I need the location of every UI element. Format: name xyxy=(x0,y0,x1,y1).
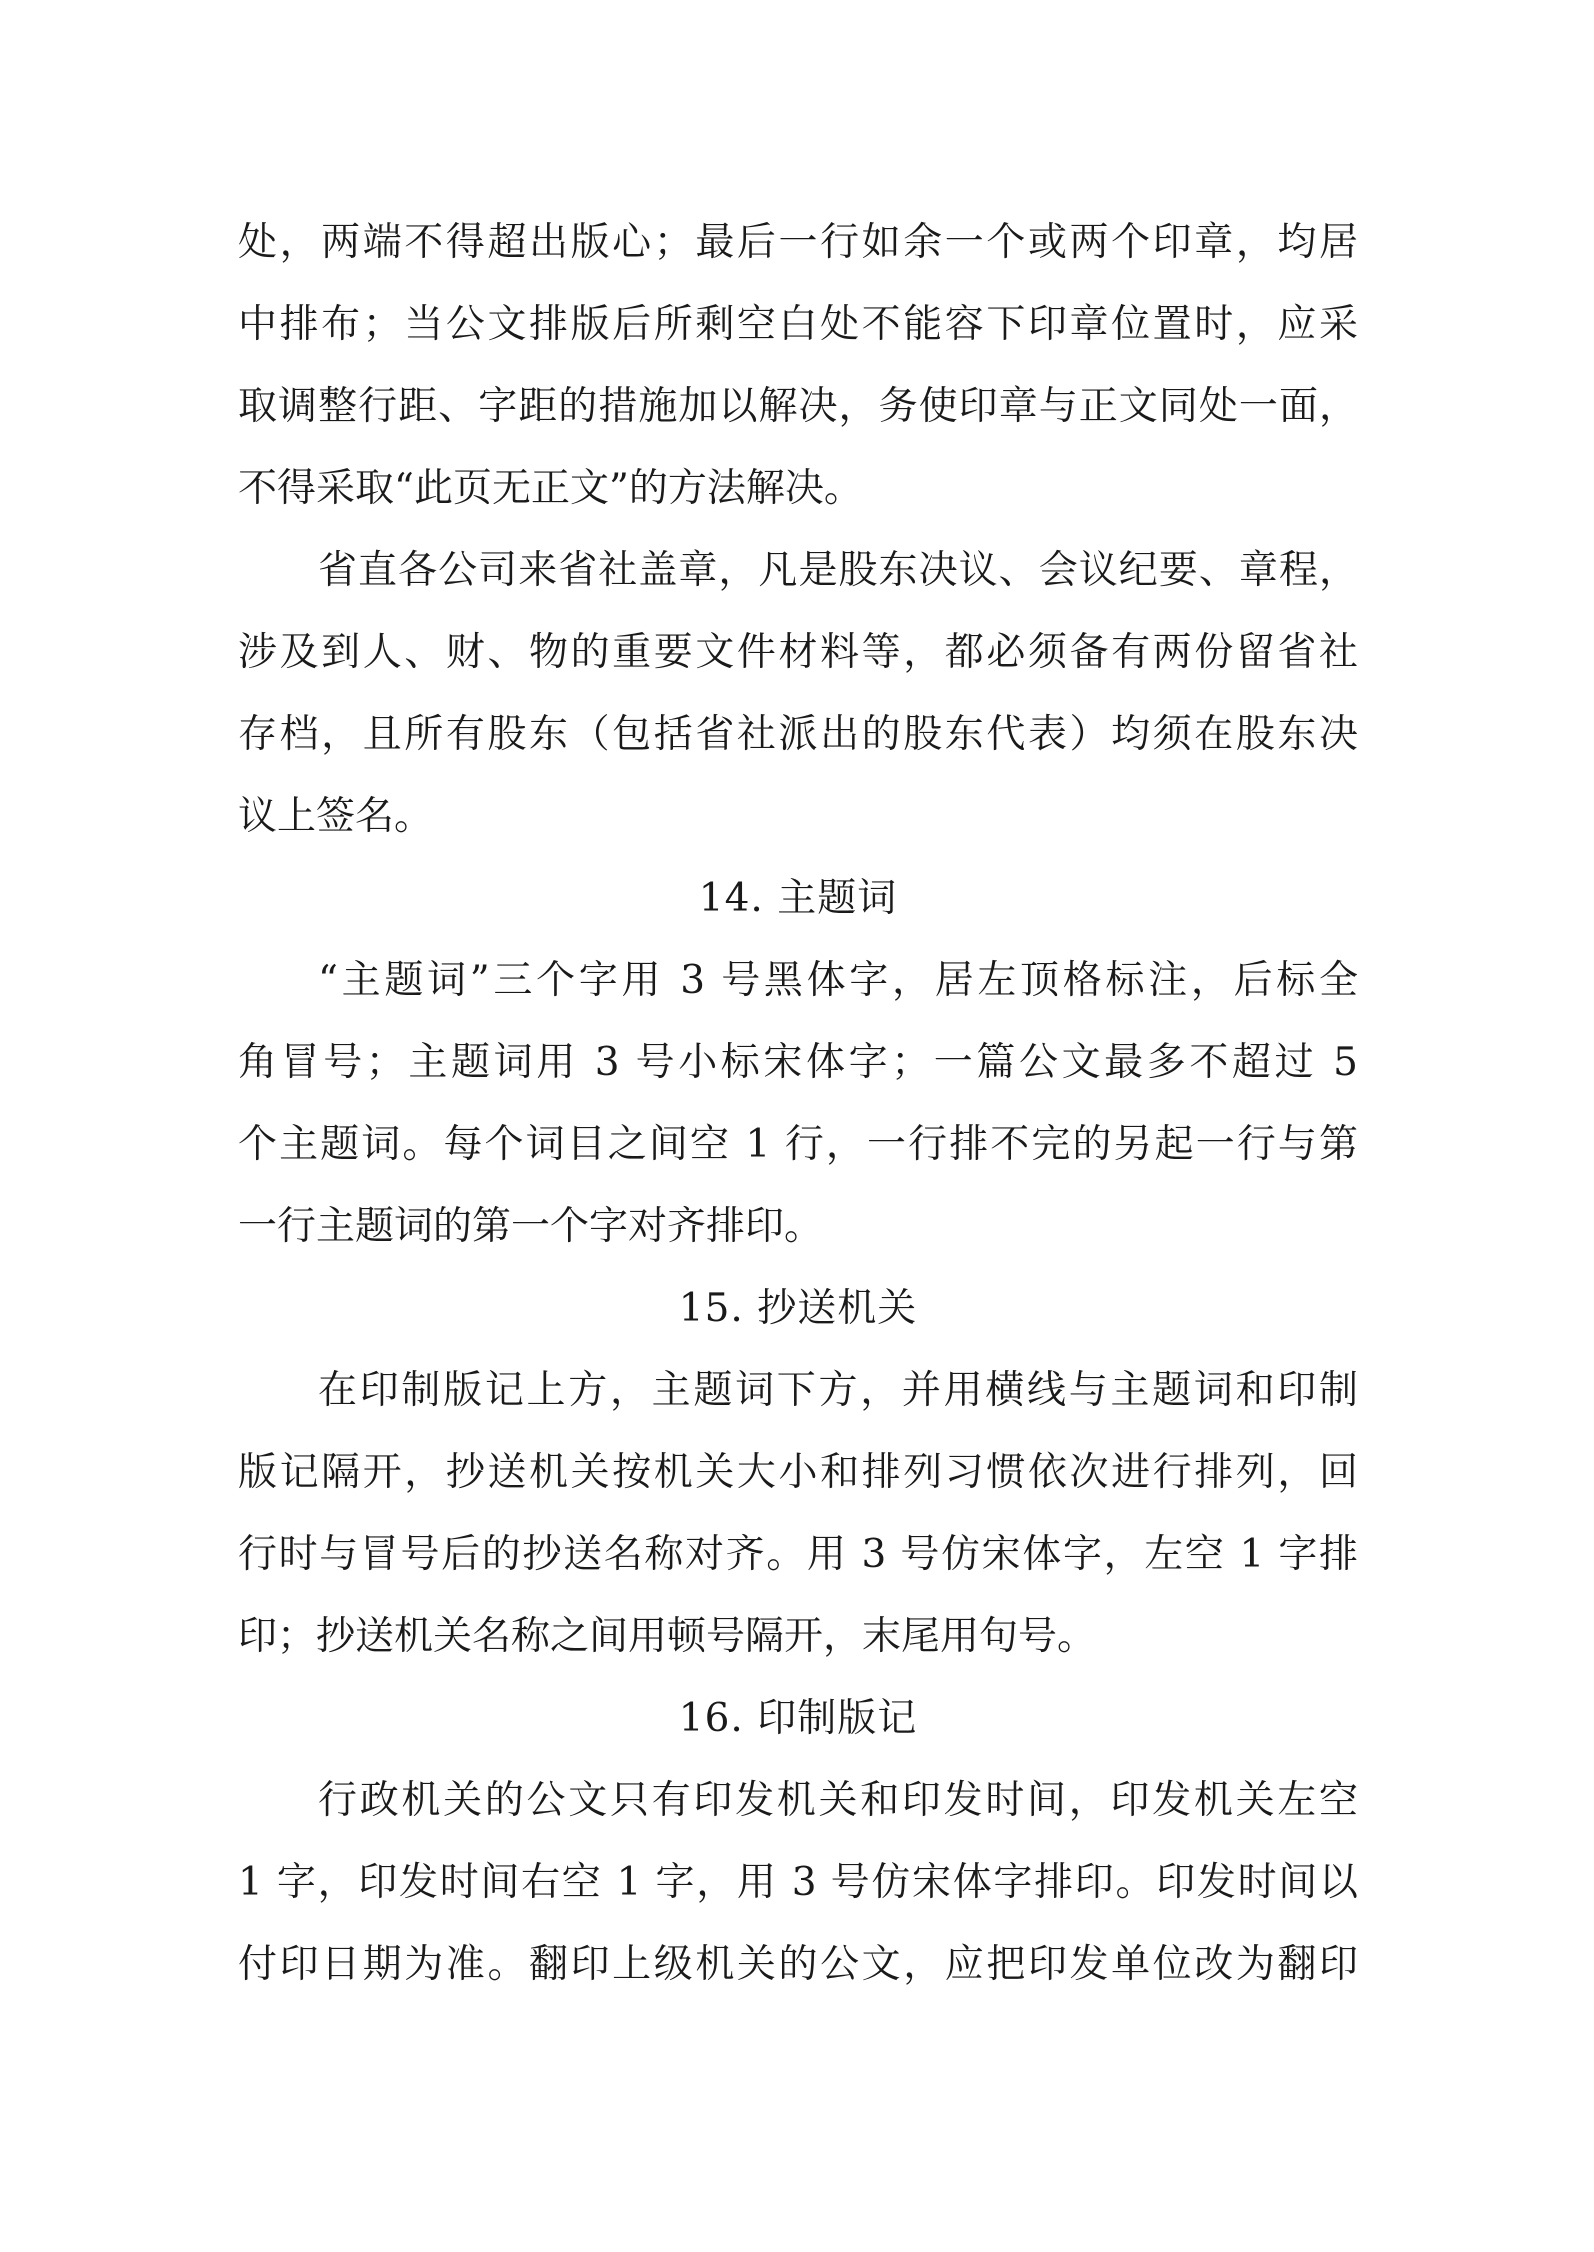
text-line: 在印制版记上方，主题词下方，并用横线与主题词和印制 xyxy=(318,1368,1358,1413)
text-line: 存档，且所有股东（包括省社派出的股东代表）均须在股东决 xyxy=(238,712,1358,757)
text-line: 角冒号；主题词用 3 号小标宋体字；一篇公文最多不超过 5 xyxy=(238,1040,1358,1085)
text-line: 涉及到人、财、物的重要文件材料等，都必须备有两份留省社 xyxy=(238,630,1358,675)
text-line: 不得采取“此页无正文”的方法解决。 xyxy=(238,466,863,511)
text-line: 处，两端不得超出版心；最后一行如余一个或两个印章，均居 xyxy=(238,220,1358,265)
document-body xyxy=(238,202,1358,2006)
section-subject-words xyxy=(238,858,1358,1268)
text-line: 付印日期为准。翻印上级机关的公文，应把印发单位改为翻印 xyxy=(238,1942,1358,1987)
text-line: 省直各公司来省社盖章，凡是股东决议、会议纪要、章程， xyxy=(318,548,1358,593)
text-line: 版记隔开，抄送机关按机关大小和排列习惯依次进行排列，回 xyxy=(238,1450,1358,1495)
section-cc-organs xyxy=(238,1268,1358,1678)
text-line: 个主题词。每个词目之间空 1 行，一行排不完的另起一行与第 xyxy=(238,1122,1358,1167)
paragraph-seal-placement xyxy=(238,202,1358,530)
text-line: 印；抄送机关名称之间用顿号隔开，末尾用句号。 xyxy=(238,1614,1097,1659)
section-heading: 14. 主题词 xyxy=(698,876,898,921)
paragraph-company-seal xyxy=(238,530,1358,858)
text-line: “主题词”三个字用 3 号黑体字，居左顶格标注，后标全 xyxy=(318,958,1358,1003)
section-heading: 15. 抄送机关 xyxy=(678,1286,918,1331)
section-printing-record xyxy=(238,1678,1358,2006)
text-line: 1 字，印发时间右空 1 字，用 3 号仿宋体字排印。印发时间以 xyxy=(238,1860,1358,1905)
section-heading: 16. 印制版记 xyxy=(678,1696,918,1741)
text-line: 一行主题词的第一个字对齐排印。 xyxy=(238,1204,824,1249)
text-line: 行政机关的公文只有印发机关和印发时间，印发机关左空 xyxy=(318,1778,1358,1823)
text-line: 取调整行距、字距的措施加以解决，务使印章与正文同处一面， xyxy=(238,384,1358,429)
text-line: 行时与冒号后的抄送名称对齐。用 3 号仿宋体字，左空 1 字排 xyxy=(238,1532,1358,1577)
text-line: 中排布；当公文排版后所剩空白处不能容下印章位置时，应采 xyxy=(238,302,1358,347)
text-line: 议上签名。 xyxy=(238,794,434,839)
